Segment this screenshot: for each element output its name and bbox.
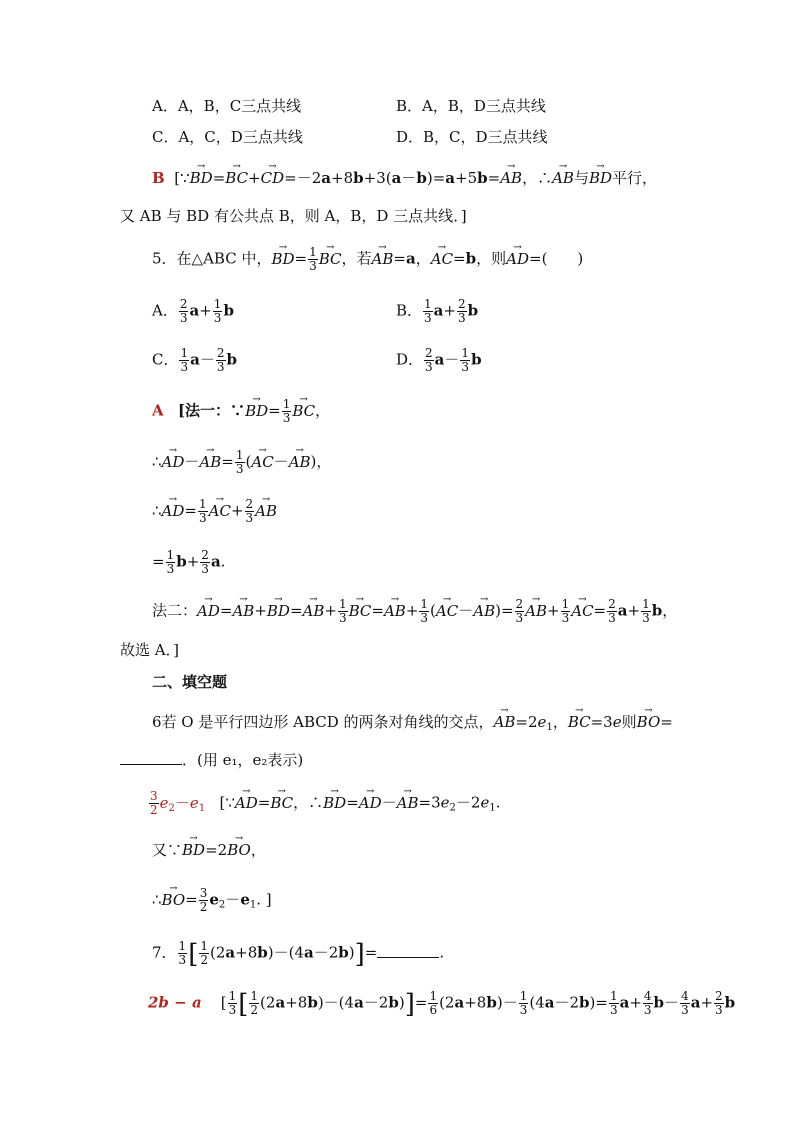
q6-answer-blank <box>120 750 182 765</box>
q7-number: 7． <box>152 943 177 962</box>
q5-answer: A <box>152 401 164 420</box>
q7-answer: 2b − a <box>148 993 202 1012</box>
q4-expl-tail: 平行， <box>612 169 658 187</box>
q5-option-b: B． $\frac{1}{3}$ a+ $\frac{2}{3}$ b <box>396 297 479 325</box>
q4-option-c: C．A，C，D三点共线 <box>152 128 303 146</box>
q4-explanation: B [∵→ BD=→ BC+→ CD=－2a+8b+3(a－b)=a+5b=→ AB，∴→ AB与→ BD平行， <box>152 168 657 188</box>
q6-solution-2: 又∵→ BD=2→ BO， <box>152 840 266 860</box>
q5-solution-3: ∴→ AD= $\frac{1}{3}$ → AC+ $\frac{2}{3}$ → AB <box>152 498 277 525</box>
q5-method2: 法二：→ AD=→ AB+→ BD=→ AB+ $\frac{1}{3}$ → BC=→ AB+ $\frac{1}{3}$ (→ AC－→ AB)= $\frac{2}{3}$ → AB+ $\frac{1}{3}$ → AC= $\frac{2}{3}$ a+ $\frac{1}{3}$ b， <box>152 598 677 625</box>
q4-answer: B <box>152 169 165 187</box>
q5-option-d: D． $\frac{2}{3}$ a－ $\frac{1}{3}$ b <box>396 346 482 374</box>
section-heading: 二、填空题 <box>152 673 228 691</box>
q5-number: 5．在△ABC 中， <box>152 249 272 268</box>
q6-solution-3: ∴→ BO= $\frac{3}{2}$ $e_2-e_1$. ] <box>152 887 272 916</box>
q4-option-d: D．B，C，D三点共线 <box>396 128 548 146</box>
q5-method2-label: 法二： <box>152 601 198 620</box>
q6-solution-1: $\frac{3}{2}$ $e_2-e_1$ [∵→ AD=→ BC，∴→ $BD=\to AD-\to AB=3e_2-2e_1$. <box>148 790 500 819</box>
q5-final: 故选 A．] <box>120 641 179 659</box>
q6-stem-line2 <box>120 750 303 770</box>
q5-option-c: C． $\frac{1}{3}$ a－ $\frac{2}{3}$ b <box>152 346 238 374</box>
q5-solution-2: ∴→ AD－→ AB= $\frac{1}{3}$ (→ AC－→ AB)， <box>152 449 331 476</box>
q6-stem-text: 6若 O 是平行四边形 ABCD 的两条对角线的交点， <box>152 713 494 731</box>
q5-stem: 5．在△ABC 中，→ BD= $\frac{1}{3}$ → BC，若→ AB=a，→ AC=b，则→ AD=( ) <box>152 246 583 273</box>
q7-stem: 7． $\frac{1}{3}$ [ $\frac{1}{2}$ (2a+8b)－(4a－2b)]= . <box>152 939 445 970</box>
q4-explanation-line2: 又 AB 与 BD 有公共点 B，则 A，B，D 三点共线．] <box>120 207 467 225</box>
q5-method1-label: [法一：∵ <box>177 401 246 420</box>
q6-stem2: ．(用 e₁，e₂表示) <box>182 751 304 769</box>
q7-solution: 2b − a [ $\frac{1}{3}$ [ $\frac{1}{2}$ (2a+8b)－(4a－2b)]= $\frac{1}{6}$ (2a+8b)－ $\frac{1}{3}$ (4a－2b)= $\frac{1}{3}$ a+ $\frac{4}{3}$ b－ $\frac{4}{3}$ a+ $\frac{2}{3}$ b <box>148 989 736 1020</box>
q6-stem: 6若 O 是平行四边形 ABCD 的两条对角线的交点，→ $AB=2e_1$，→ BC=3e则→ BO= <box>152 712 673 738</box>
q5-option-a: A． $\frac{2}{3}$ a+ $\frac{1}{3}$ b <box>152 297 234 325</box>
q4-option-a: A．A，B，C三点共线 <box>152 97 302 115</box>
q6-then: 又∵ <box>152 841 183 859</box>
q5-solution-4: = $\frac{1}{3}$ b+ $\frac{2}{3}$ a. <box>152 548 226 576</box>
q5-solution-1: A [法一：∵→ BD= $\frac{1}{3}$ → BC， <box>152 398 330 425</box>
q7-answer-blank <box>377 943 439 958</box>
q4-option-b: B．A，B，D三点共线 <box>396 97 546 115</box>
